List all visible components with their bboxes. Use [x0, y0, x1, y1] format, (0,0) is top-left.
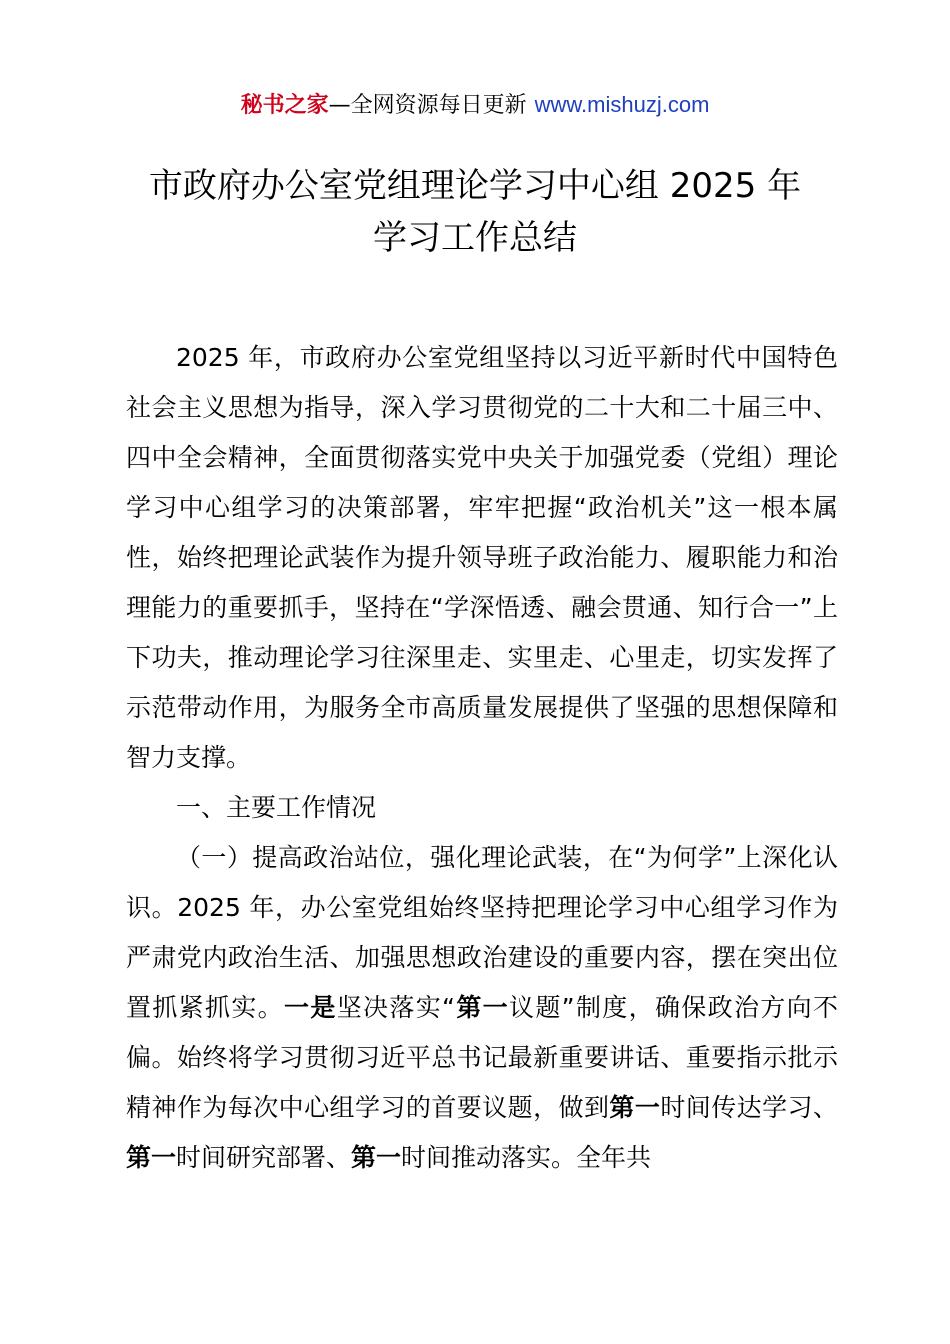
bold-text: 第一	[454, 993, 509, 1022]
brand-name: 秘书之家	[240, 93, 329, 118]
site-header	[0, 88, 950, 123]
paragraph-text: 时间传达学习、	[660, 1093, 838, 1122]
bold-text: 第一	[126, 1143, 177, 1172]
bold-text: 一是	[284, 993, 337, 1022]
paragraph-text: 议题”制度，确保政治方向不偏。始终将学习贯彻习近平总书记最新重要讲话、重要指示批示精神作为每次中心组学习的首要议题，做到	[126, 993, 838, 1122]
paragraph-text: 坚决落实“	[336, 993, 455, 1022]
document-body	[126, 333, 838, 1183]
bold-text: 第一	[609, 1093, 661, 1122]
header-dash: —	[328, 93, 351, 118]
site-url-link[interactable]: www.mishuzj.com	[534, 92, 710, 117]
paragraph-text: （一）提高政治站位，强化理论武装，在“为何学”上深化认识。2025 年，办公室党组始终坚持把理论学习中心组学习作为严肃党内政治生活、加强思想政治建设的重要内容，摆在突出位置抓紧抓实。	[126, 843, 838, 1022]
section-heading: 一、主要工作情况	[176, 793, 377, 822]
title-line-2: 学习工作总结	[373, 218, 577, 258]
intro-paragraph: 2025 年，市政府办公室党组坚持以习近平新时代中国特色社会主义思想为指导，深入学习贯彻党的二十大和二十届三中、四中全会精神，全面贯彻落实党中央关于加强党委（党组）理论学习中心组学习的决策部署，牢牢把握“政治机关”这一根本属性，始终把理论武装作为提升领导班子政治能力、履职能力和治理能力的重要抓手，坚持在“学深悟透、融会贯通、知行合一”上下功夫，推动理论学习往深里走、实里走、心里走，切实发挥了示范带动作用，为服务全市高质量发展提供了坚强的思想保障和智力支撑。	[126, 343, 838, 772]
paragraph-text: 时间研究部署、	[176, 1143, 352, 1172]
bold-text: 第一	[351, 1143, 402, 1172]
paragraph-text: 时间推动落实。全年共	[401, 1143, 652, 1172]
header-slogan: 全网资源每日更新	[350, 93, 527, 118]
document-title	[0, 160, 950, 264]
section-paragraph	[126, 833, 838, 1183]
title-line-1: 市政府办公室党组理论学习中心组 2025 年	[148, 166, 802, 206]
